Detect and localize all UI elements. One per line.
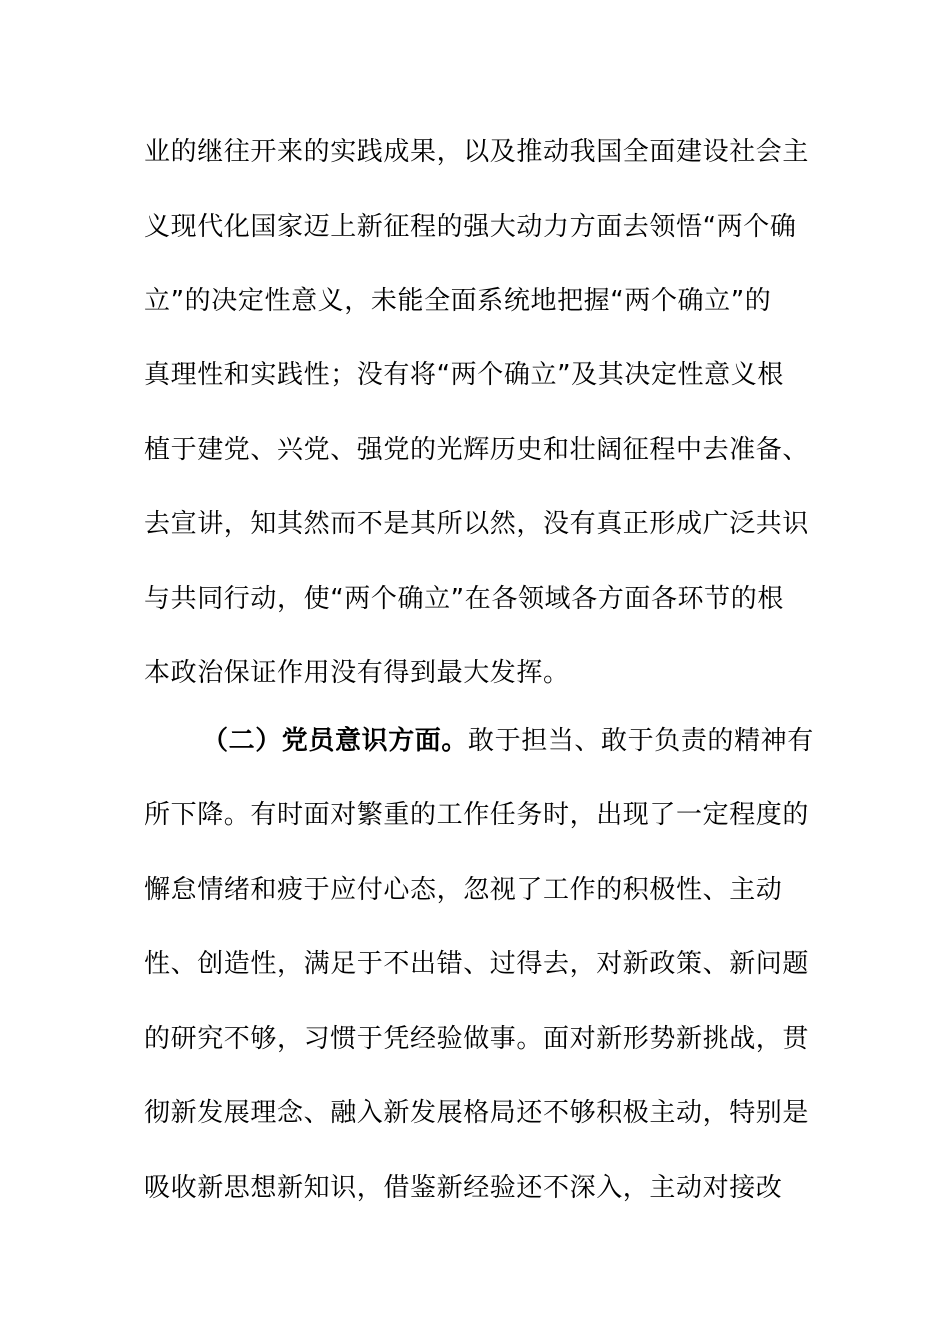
paragraph-line: 性、创造性，满足于不出错、过得去，对新政策、新问题	[144, 949, 810, 979]
paragraph-line: 真理性和实践性；没有将“两个确立”及其决定性意义根	[144, 360, 784, 390]
paragraph-text: 敢于担当、敢于负责的精神有	[468, 726, 814, 756]
paragraph-line: 所下降。有时面对繁重的工作任务时，出现了一定程度的	[144, 800, 810, 830]
paragraph-line: 业的继往开来的实践成果，以及推动我国全面建设社会主	[144, 137, 810, 167]
paragraph-line: 的研究不够，习惯于凭经验做事。面对新形势新挑战，贯	[144, 1024, 810, 1054]
paragraph-line: 彻新发展理念、融入新发展格局还不够积极主动，特别是	[144, 1098, 810, 1128]
paragraph-line: 本政治保证作用没有得到最大发挥。	[144, 658, 570, 688]
paragraph-line: 植于建党、兴党、强党的光辉历史和壮阔征程中去准备、	[144, 435, 810, 465]
section-heading: （二）党员意识方面。	[202, 726, 469, 756]
paragraph-line: 去宣讲，知其然而不是其所以然，没有真正形成广泛共识	[144, 509, 810, 539]
paragraph-first-line	[144, 723, 814, 759]
paragraph-line: 立”的决定性意义，未能全面系统地把握“两个确立”的	[144, 286, 772, 316]
paragraph-line: 吸收新思想新知识，借鉴新经验还不深入，主动对接改	[144, 1173, 783, 1203]
paragraph-line: 义现代化国家迈上新征程的强大动力方面去领悟“两个确	[144, 212, 797, 242]
paragraph-line: 懈怠情绪和疲于应付心态，忽视了工作的积极性、主动	[144, 875, 783, 905]
paragraph-line: 与共同行动，使“两个确立”在各领域各方面各环节的根	[144, 584, 784, 614]
